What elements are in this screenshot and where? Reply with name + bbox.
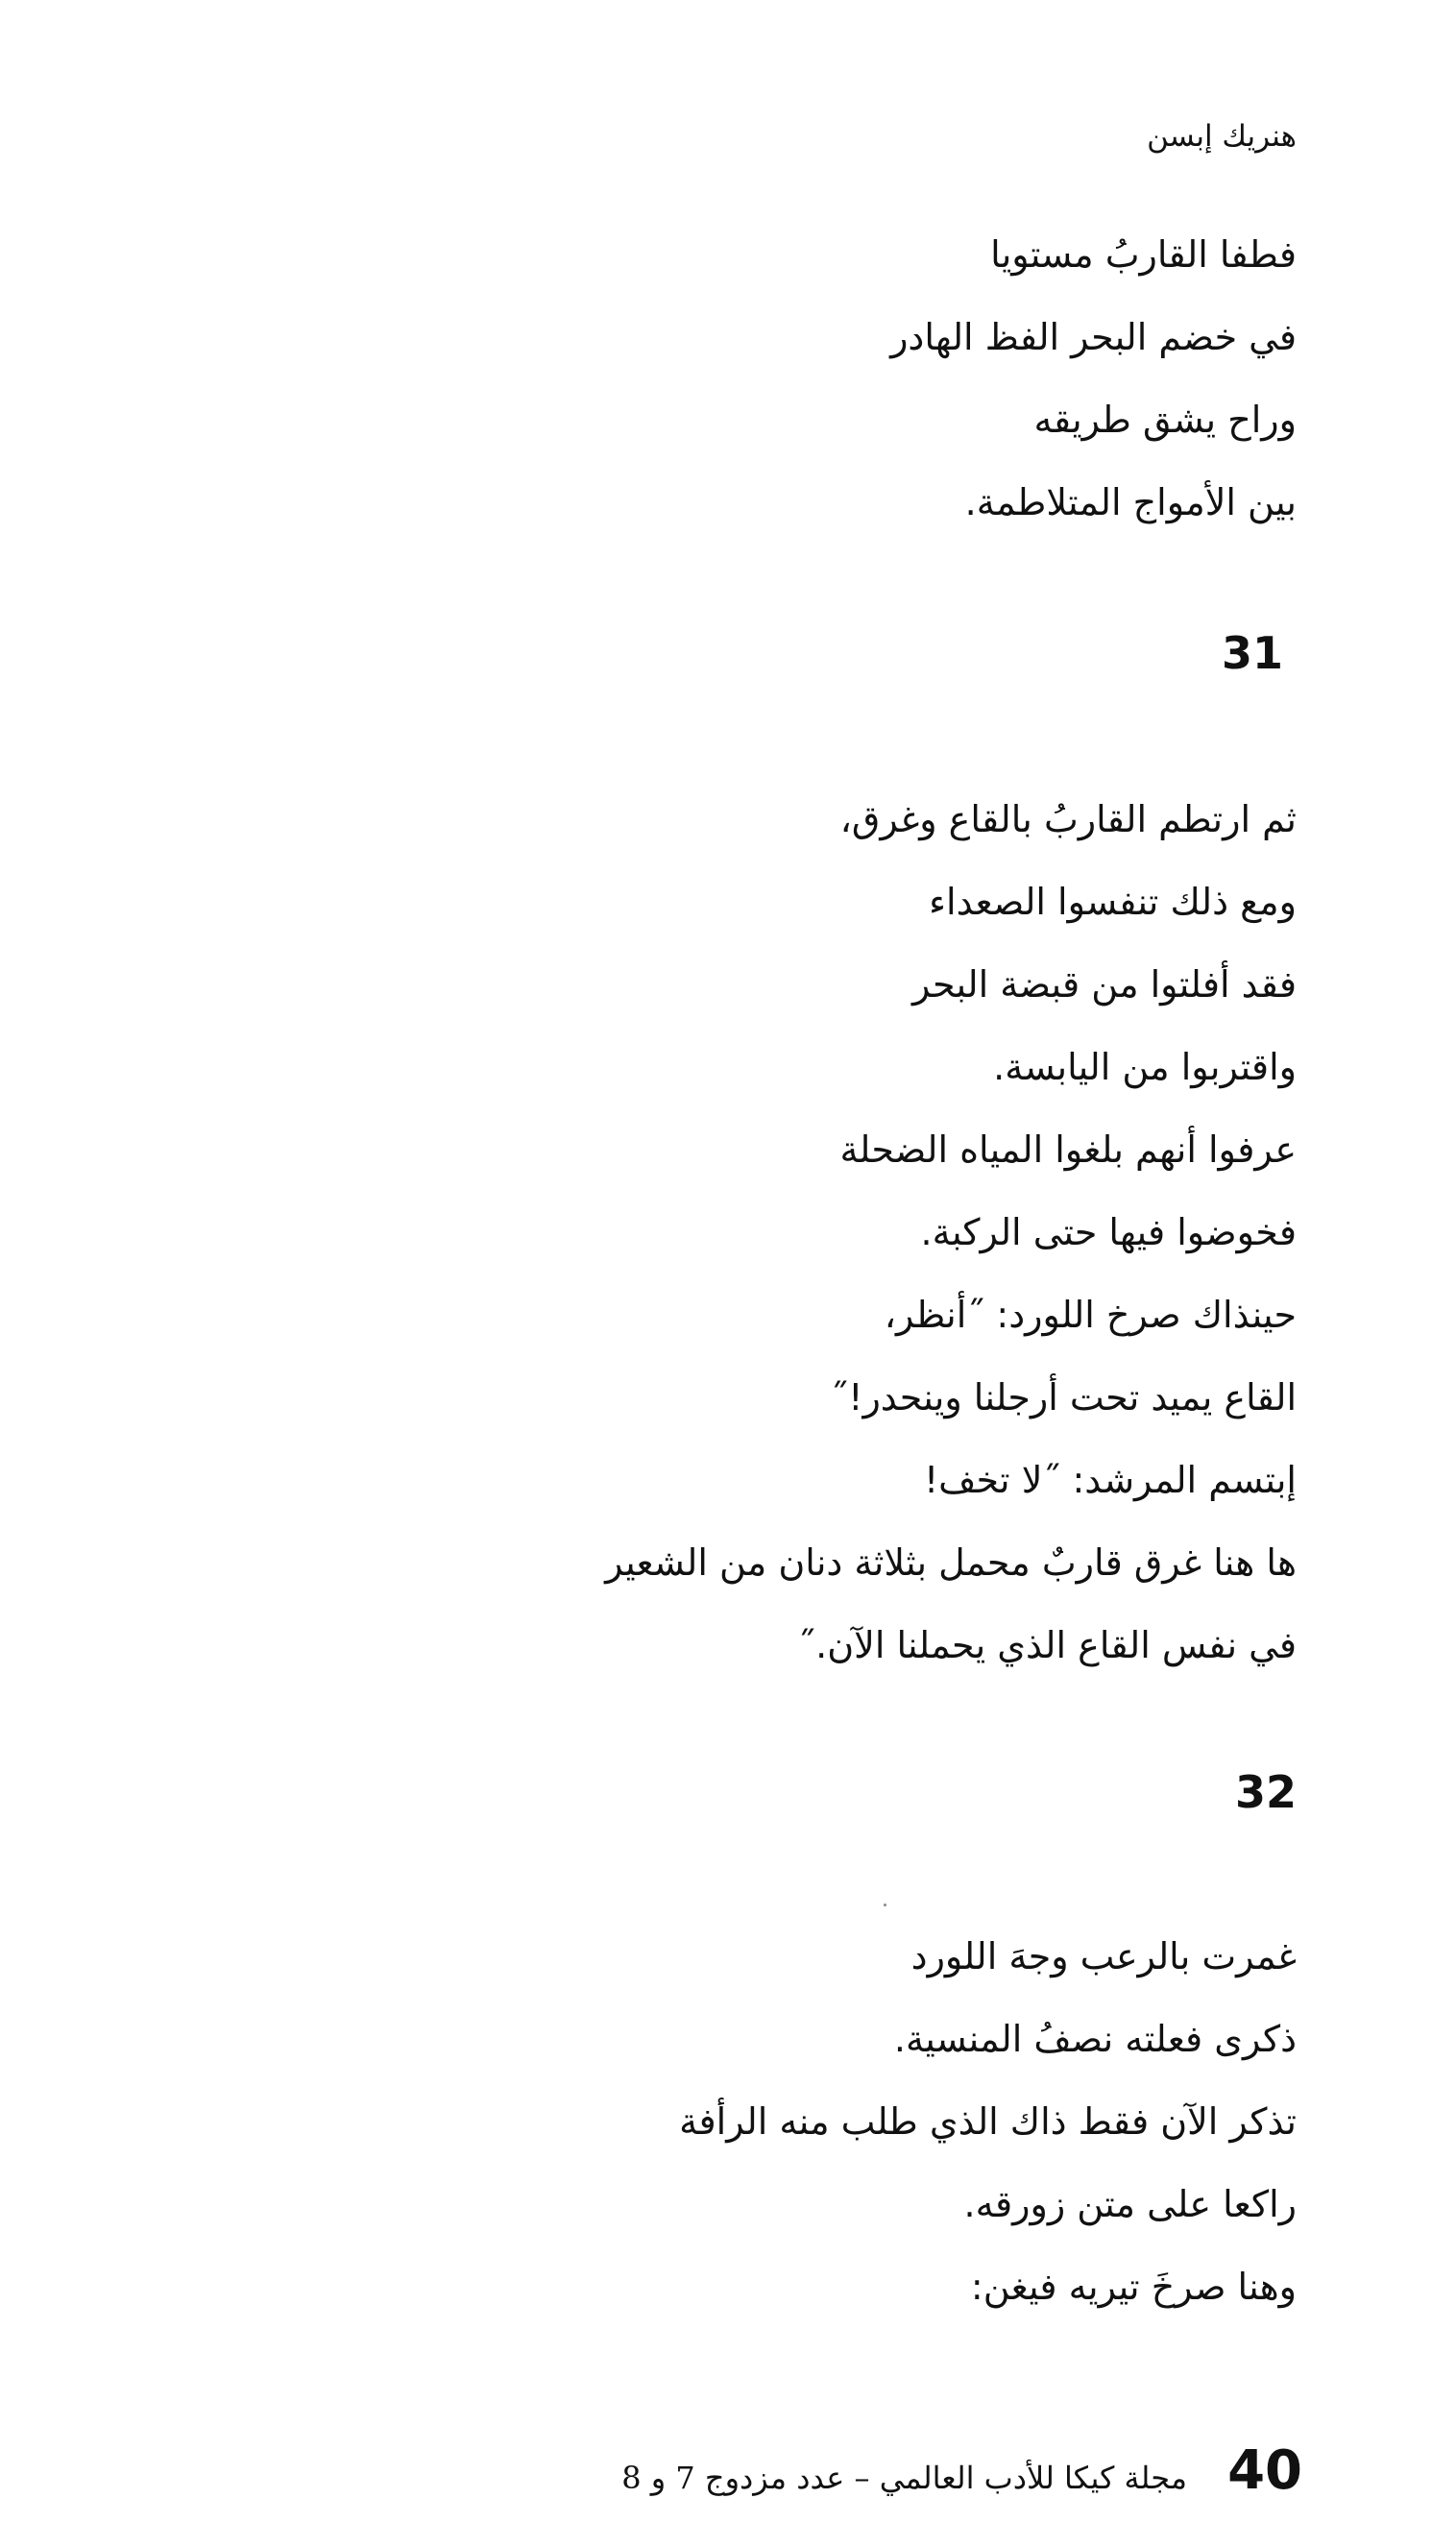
- poem-line: فطفا القاربُ مستويا: [990, 233, 1297, 276]
- poem-line: ها هنا غرق قاربٌ محمل بثلاثة دنان من الشعير: [605, 1541, 1297, 1584]
- page-number: 40: [1227, 2439, 1302, 2502]
- poem-line: ومع ذلك تنفسوا الصعداء: [929, 881, 1297, 923]
- poem-line: واقتربوا من اليابسة.: [993, 1046, 1297, 1088]
- poem-line: راكعا على متن زورقه.: [963, 2183, 1297, 2225]
- poem-line: وهنا صرخَ تيريه فيغن:: [970, 2266, 1297, 2308]
- poem-line: بين الأمواج المتلاطمة.: [964, 481, 1297, 523]
- running-header-author: هنريك إبسن: [1147, 119, 1297, 154]
- poem-line: تذكر الآن فقط ذاك الذي طلب منه الرأفة: [679, 2100, 1297, 2143]
- stanza-31: [605, 778, 1297, 1686]
- poem-line: فخوضوا فيها حتى الركبة.: [920, 1211, 1297, 1253]
- scan-speck: [884, 1904, 886, 1906]
- section-number-32: 32: [1234, 1766, 1297, 1818]
- poem-line: ذكرى فعلته نصفُ المنسية.: [893, 2018, 1297, 2060]
- stanza-32: [679, 1915, 1297, 2328]
- poem-line: حينذاك صرخ اللورد: ˝أنظر،: [884, 1294, 1297, 1336]
- stanza-30-continued: [890, 213, 1297, 544]
- poem-line: عرفوا أنهم بلغوا المياه الضحلة: [839, 1128, 1297, 1171]
- poem-line: غمرت بالرعب وجهَ اللورد: [910, 1935, 1297, 1977]
- footer-journal-title: مجلة كيكا للأدب العالمي – عدد مزدوج 7 و 8: [621, 2460, 1188, 2496]
- poem-line: في نفس القاع الذي يحملنا الآن.˝: [797, 1624, 1297, 1666]
- poem-line: إبتسم المرشد: ˝لا تخف!: [923, 1459, 1297, 1501]
- poem-line: ثم ارتطم القاربُ بالقاع وغرق،: [839, 798, 1297, 840]
- poem-line: في خضم البحر الفظ الهادر: [890, 316, 1297, 358]
- poem-line: القاع يميد تحت أرجلنا وينحدر!˝: [830, 1376, 1297, 1419]
- page-footer: [621, 2439, 1302, 2502]
- poem-line: فقد أفلتوا من قبضة البحر: [912, 963, 1297, 1006]
- section-number-31: 31: [1221, 627, 1283, 679]
- poem-line: وراح يشق طريقه: [1033, 399, 1297, 441]
